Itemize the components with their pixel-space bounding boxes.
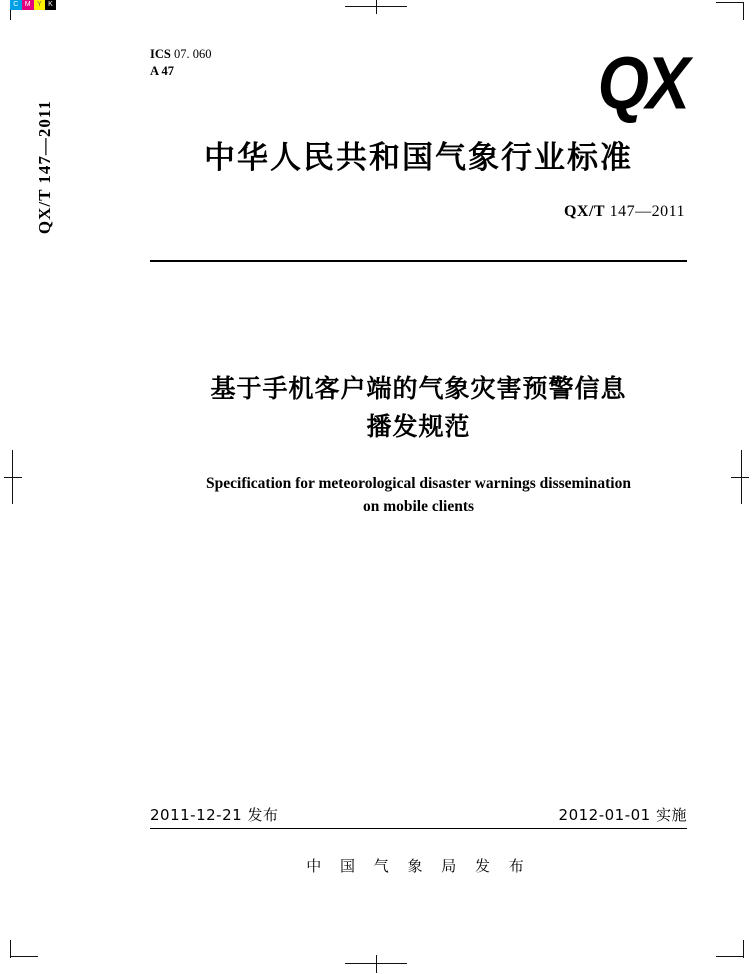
crop-mark-right-center-tick: [731, 477, 749, 478]
standard-number-value: 147—2011: [605, 203, 685, 220]
color-swatch-yellow: Y: [34, 0, 45, 10]
color-swatch-magenta: M: [22, 0, 34, 10]
dates-row: [150, 804, 687, 825]
document-title-en-line2: on mobile clients: [362, 498, 475, 515]
document-title-cn-line1: 基于手机客户端的气象灾害预警信息: [210, 374, 627, 403]
ics-label: ICS: [150, 47, 171, 61]
spine-label: [30, 100, 60, 290]
page-title: 中华人民共和国气象行业标准: [204, 140, 633, 176]
footer-divider: [150, 828, 687, 829]
standard-number-prefix: QX/T: [563, 203, 606, 220]
crop-mark-bottom-right-v: [743, 940, 744, 958]
ics-value: 07. 060: [173, 47, 212, 61]
ics-line: [150, 46, 211, 63]
crop-mark-bottom-left-h: [10, 956, 38, 957]
issuer-line: 中 国 气 象 局 发 布: [306, 857, 531, 875]
qx-logo: QX: [597, 41, 687, 125]
document-title-en: [150, 472, 687, 518]
header-divider: [150, 260, 687, 262]
crop-mark-bottom-left-v: [10, 940, 11, 958]
color-swatch-cyan: C: [10, 0, 22, 10]
classification-code: A 47: [150, 64, 174, 78]
implement-date: 2012-01-01 实施: [558, 806, 687, 824]
document-title-en-line1: Specification for meteorological disaster warnings dissemination: [206, 475, 631, 492]
ics-block: [150, 46, 211, 80]
crop-mark-top-right-v: [743, 2, 744, 20]
cmyk-color-bar: [10, 0, 56, 10]
document-title-cn: [150, 370, 687, 446]
issue-date: 2011-12-21 发布: [150, 806, 279, 824]
crop-mark-top-right-h: [716, 2, 744, 3]
spine-standard-number: QX/T 147—2011: [35, 100, 54, 235]
document-title-cn-line2: 播发规范: [366, 412, 471, 441]
crop-mark-bottom-right-h: [716, 956, 744, 957]
standard-number: [564, 203, 685, 221]
crop-mark-left-center-tick: [4, 477, 22, 478]
cover-page: [150, 0, 687, 974]
color-swatch-black: K: [45, 0, 56, 10]
